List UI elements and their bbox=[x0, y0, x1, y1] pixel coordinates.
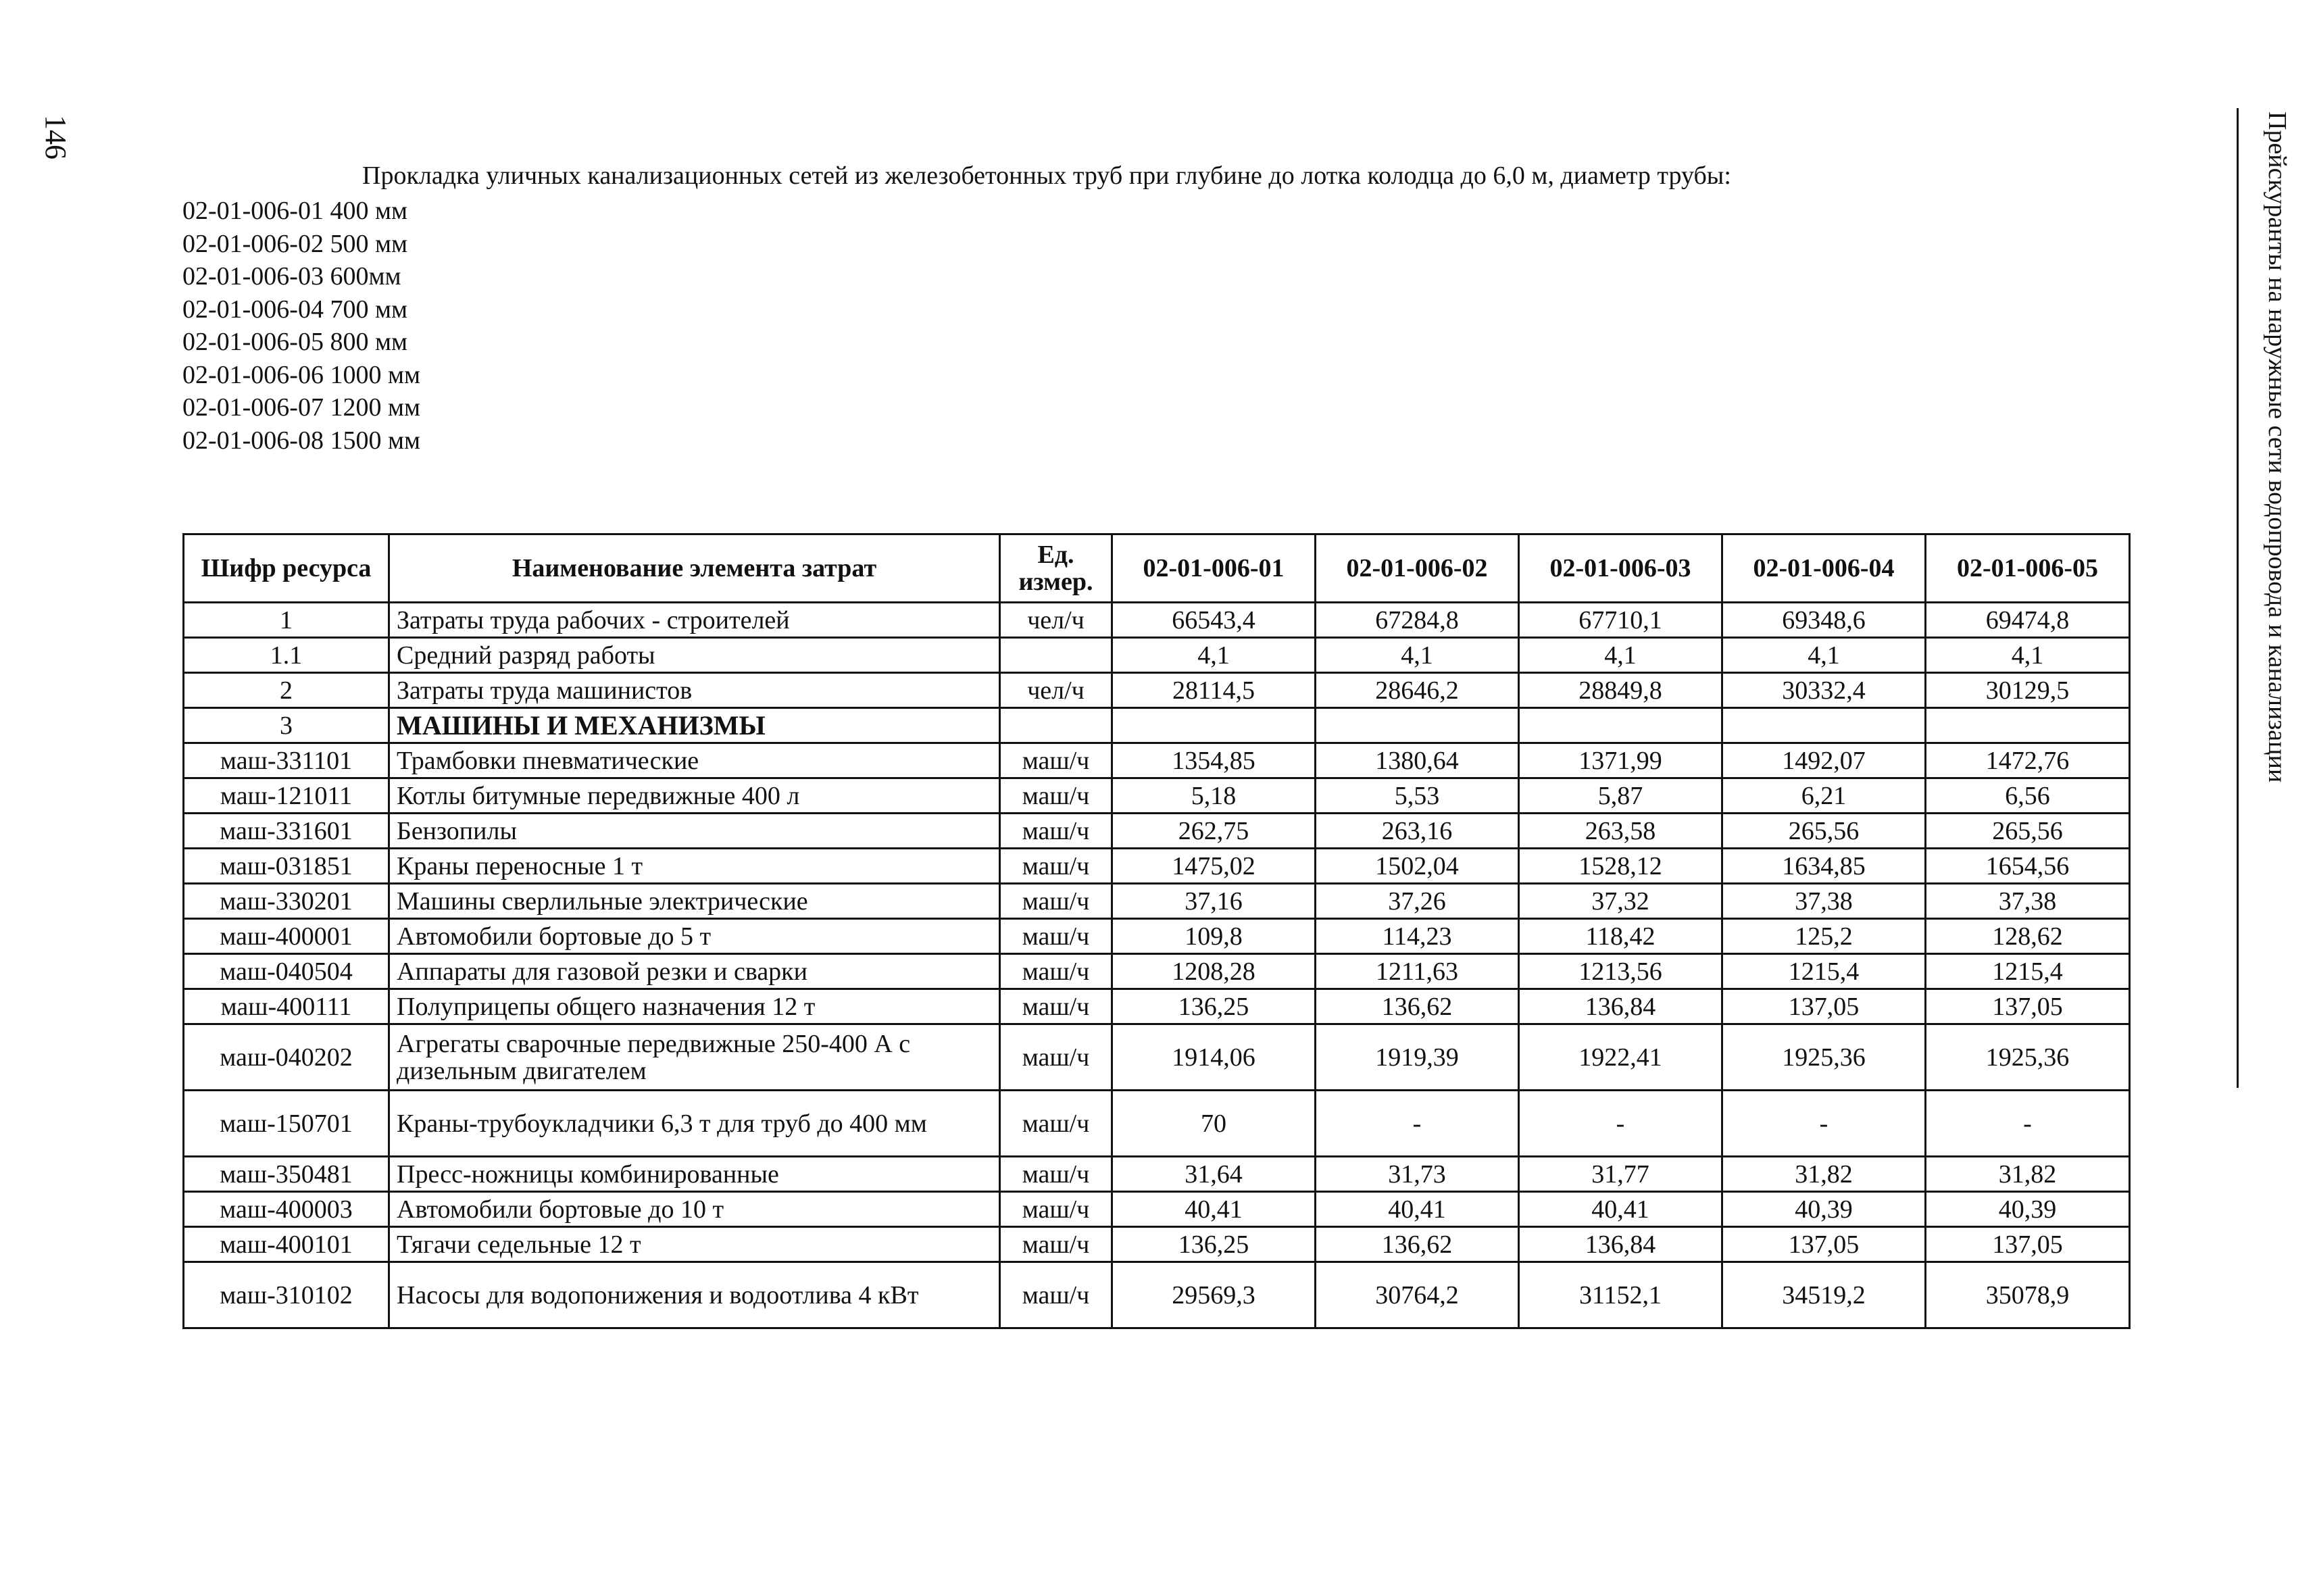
cell-name: МАШИНЫ И МЕХАНИЗМЫ bbox=[389, 708, 1000, 743]
running-header: Прейскуранты на наружные сети водопровода и канализации bbox=[2263, 111, 2291, 783]
table-row bbox=[184, 989, 2130, 1024]
cell-value: 125,2 bbox=[1722, 919, 1926, 954]
code-list-item: 02-01-006-01 400 мм bbox=[182, 197, 408, 225]
cell-name: Насосы для водопонижения и водоотлива 4 кВт bbox=[389, 1262, 1000, 1328]
cell-value: 136,25 bbox=[1112, 989, 1316, 1024]
cell-value: 4,1 bbox=[1112, 638, 1316, 673]
cell-value: 37,16 bbox=[1112, 884, 1316, 919]
cell-value: 28646,2 bbox=[1316, 673, 1519, 708]
cell-unit: маш/ч bbox=[1000, 1262, 1112, 1328]
cell-code: маш-121011 bbox=[184, 778, 389, 814]
cell-unit bbox=[1000, 708, 1112, 743]
cell-value: 70 bbox=[1112, 1091, 1316, 1157]
cell-value: 5,18 bbox=[1112, 778, 1316, 814]
header-code: Шифр ресурса bbox=[184, 534, 389, 603]
cell-code: маш-040202 bbox=[184, 1024, 389, 1091]
code-list-item: 02-01-006-04 700 мм bbox=[182, 295, 408, 324]
cell-unit: маш/ч bbox=[1000, 1091, 1112, 1157]
table-row bbox=[184, 1091, 2130, 1157]
cell-value: 1654,56 bbox=[1926, 849, 2130, 884]
cell-unit: маш/ч bbox=[1000, 1192, 1112, 1227]
section-heading: Прокладка уличных канализационных сетей из железобетонных труб при глубине до лотка колодца до 6,0 м, диаметр трубы: bbox=[362, 161, 1731, 190]
cell-name: Аппараты для газовой резки и сварки bbox=[389, 954, 1000, 989]
cell-value: 265,56 bbox=[1722, 814, 1926, 849]
header-col-5: 02-01-006-05 bbox=[1926, 534, 2130, 603]
table-row bbox=[184, 1227, 2130, 1262]
cell-value: 1502,04 bbox=[1316, 849, 1519, 884]
cell-value: 1380,64 bbox=[1316, 743, 1519, 778]
cell-value: 137,05 bbox=[1722, 989, 1926, 1024]
table-row bbox=[184, 849, 2130, 884]
cell-value: 30764,2 bbox=[1316, 1262, 1519, 1328]
cell-value: 40,39 bbox=[1722, 1192, 1926, 1227]
table-row bbox=[184, 1192, 2130, 1227]
cell-code: маш-331101 bbox=[184, 743, 389, 778]
cell-value: 136,25 bbox=[1112, 1227, 1316, 1262]
cell-value: 1528,12 bbox=[1519, 849, 1722, 884]
table-row bbox=[184, 814, 2130, 849]
cell-unit: чел/ч bbox=[1000, 603, 1112, 638]
cell-value: 1472,76 bbox=[1926, 743, 2130, 778]
cell-value: 40,39 bbox=[1926, 1192, 2130, 1227]
cell-value: 5,53 bbox=[1316, 778, 1519, 814]
cell-value: 137,05 bbox=[1926, 989, 2130, 1024]
cell-value: 114,23 bbox=[1316, 919, 1519, 954]
cell-value: 263,16 bbox=[1316, 814, 1519, 849]
cell-value: 1215,4 bbox=[1722, 954, 1926, 989]
cell-value: 31,73 bbox=[1316, 1157, 1519, 1192]
cell-name: Автомобили бортовые до 10 т bbox=[389, 1192, 1000, 1227]
cell-value: 1492,07 bbox=[1722, 743, 1926, 778]
header-col-4: 02-01-006-04 bbox=[1722, 534, 1926, 603]
cell-value: 265,56 bbox=[1926, 814, 2130, 849]
cell-value: 28849,8 bbox=[1519, 673, 1722, 708]
cell-value: 1919,39 bbox=[1316, 1024, 1519, 1091]
cell-value: 37,32 bbox=[1519, 884, 1722, 919]
cell-value: 31,82 bbox=[1722, 1157, 1926, 1192]
cell-value: 28114,5 bbox=[1112, 673, 1316, 708]
cell-value: 1475,02 bbox=[1112, 849, 1316, 884]
table-row bbox=[184, 1024, 2130, 1091]
cell-name: Агрегаты сварочные передвижные 250-400 А с дизельным двигателем bbox=[389, 1024, 1000, 1091]
cell-value: 30332,4 bbox=[1722, 673, 1926, 708]
code-list-item: 02-01-006-07 1200 мм bbox=[182, 393, 421, 422]
cell-name: Краны-трубоукладчики 6,3 т для труб до 400 мм bbox=[389, 1091, 1000, 1157]
cell-value: 69474,8 bbox=[1926, 603, 2130, 638]
table-header-row bbox=[184, 534, 2130, 603]
cell-value: 5,87 bbox=[1519, 778, 1722, 814]
cell-code: маш-350481 bbox=[184, 1157, 389, 1192]
cell-value: 34519,2 bbox=[1722, 1262, 1926, 1328]
header-col-2: 02-01-006-02 bbox=[1316, 534, 1519, 603]
cell-value: 128,62 bbox=[1926, 919, 2130, 954]
page-number: 146 bbox=[39, 115, 72, 159]
cell-unit: маш/ч bbox=[1000, 1227, 1112, 1262]
cell-value: 263,58 bbox=[1519, 814, 1722, 849]
cell-value: 136,62 bbox=[1316, 989, 1519, 1024]
cell-code: маш-031851 bbox=[184, 849, 389, 884]
table-row bbox=[184, 884, 2130, 919]
cell-code: маш-150701 bbox=[184, 1091, 389, 1157]
cost-table bbox=[182, 533, 2131, 1329]
cell-code: 2 bbox=[184, 673, 389, 708]
cell-value: 37,38 bbox=[1926, 884, 2130, 919]
cell-name: Краны переносные 1 т bbox=[389, 849, 1000, 884]
header-name: Наименование элемента затрат bbox=[389, 534, 1000, 603]
cell-value bbox=[1926, 708, 2130, 743]
cell-name: Пресс-ножницы комбинированные bbox=[389, 1157, 1000, 1192]
cell-unit: маш/ч bbox=[1000, 884, 1112, 919]
cell-code: маш-400101 bbox=[184, 1227, 389, 1262]
cell-value: - bbox=[1316, 1091, 1519, 1157]
cell-value: 31152,1 bbox=[1519, 1262, 1722, 1328]
cell-value: 67284,8 bbox=[1316, 603, 1519, 638]
cell-name: Трамбовки пневматические bbox=[389, 743, 1000, 778]
cell-value: 136,62 bbox=[1316, 1227, 1519, 1262]
cell-name: Бензопилы bbox=[389, 814, 1000, 849]
cell-value: 109,8 bbox=[1112, 919, 1316, 954]
code-list-item: 02-01-006-02 500 мм bbox=[182, 229, 408, 258]
cell-value: 136,84 bbox=[1519, 989, 1722, 1024]
cell-code: 1.1 bbox=[184, 638, 389, 673]
cell-code: маш-330201 bbox=[184, 884, 389, 919]
header-col-1: 02-01-006-01 bbox=[1112, 534, 1316, 603]
cell-code: маш-400111 bbox=[184, 989, 389, 1024]
cell-value: 40,41 bbox=[1316, 1192, 1519, 1227]
cell-value: 29569,3 bbox=[1112, 1262, 1316, 1328]
cell-value: 37,26 bbox=[1316, 884, 1519, 919]
cell-value: 1215,4 bbox=[1926, 954, 2130, 989]
cell-value: 262,75 bbox=[1112, 814, 1316, 849]
cell-name: Затраты труда машинистов bbox=[389, 673, 1000, 708]
cell-code: маш-040504 bbox=[184, 954, 389, 989]
cell-code: маш-331601 bbox=[184, 814, 389, 849]
cell-code: маш-310102 bbox=[184, 1262, 389, 1328]
table-row bbox=[184, 638, 2130, 673]
cell-value: 30129,5 bbox=[1926, 673, 2130, 708]
table-row bbox=[184, 673, 2130, 708]
header-unit: Ед. измер. bbox=[1000, 534, 1112, 603]
cell-value bbox=[1519, 708, 1722, 743]
cell-value: 1354,85 bbox=[1112, 743, 1316, 778]
cell-value: 1634,85 bbox=[1722, 849, 1926, 884]
cell-value: 1925,36 bbox=[1926, 1024, 2130, 1091]
cell-unit bbox=[1000, 638, 1112, 673]
cell-value: 118,42 bbox=[1519, 919, 1722, 954]
code-list-item: 02-01-006-06 1000 мм bbox=[182, 360, 421, 389]
code-list-item: 02-01-006-03 600мм bbox=[182, 262, 401, 291]
cell-unit: маш/ч bbox=[1000, 849, 1112, 884]
table-row bbox=[184, 708, 2130, 743]
cell-unit: маш/ч bbox=[1000, 1024, 1112, 1091]
cell-value: 31,77 bbox=[1519, 1157, 1722, 1192]
cell-code: маш-400001 bbox=[184, 919, 389, 954]
cell-name: Котлы битумные передвижные 400 л bbox=[389, 778, 1000, 814]
cell-value: 67710,1 bbox=[1519, 603, 1722, 638]
cell-value bbox=[1316, 708, 1519, 743]
cell-value: 66543,4 bbox=[1112, 603, 1316, 638]
cell-value bbox=[1112, 708, 1316, 743]
table-row bbox=[184, 1262, 2130, 1328]
table-row bbox=[184, 743, 2130, 778]
cell-value: 35078,9 bbox=[1926, 1262, 2130, 1328]
table-row bbox=[184, 1157, 2130, 1192]
cell-value: 40,41 bbox=[1112, 1192, 1316, 1227]
table-row bbox=[184, 954, 2130, 989]
side-divider bbox=[2237, 108, 2239, 1088]
cell-value: 1371,99 bbox=[1519, 743, 1722, 778]
cell-value: 4,1 bbox=[1316, 638, 1519, 673]
cell-value: 6,21 bbox=[1722, 778, 1926, 814]
cell-name: Затраты труда рабочих - строителей bbox=[389, 603, 1000, 638]
cell-name: Машины сверлильные электрические bbox=[389, 884, 1000, 919]
cell-name: Средний разряд работы bbox=[389, 638, 1000, 673]
cell-value: - bbox=[1926, 1091, 2130, 1157]
cell-value bbox=[1722, 708, 1926, 743]
cell-unit: маш/ч bbox=[1000, 1157, 1112, 1192]
cell-unit: чел/ч bbox=[1000, 673, 1112, 708]
cell-value: 37,38 bbox=[1722, 884, 1926, 919]
cell-name: Полуприцепы общего назначения 12 т bbox=[389, 989, 1000, 1024]
cell-value: 69348,6 bbox=[1722, 603, 1926, 638]
cell-value: 137,05 bbox=[1722, 1227, 1926, 1262]
table-body bbox=[184, 603, 2130, 1328]
cell-value: 1211,63 bbox=[1316, 954, 1519, 989]
cell-value: 4,1 bbox=[1722, 638, 1926, 673]
cell-value: 40,41 bbox=[1519, 1192, 1722, 1227]
cell-name: Тягачи седельные 12 т bbox=[389, 1227, 1000, 1262]
cell-value: 31,82 bbox=[1926, 1157, 2130, 1192]
cell-unit: маш/ч bbox=[1000, 919, 1112, 954]
cell-value: 1922,41 bbox=[1519, 1024, 1722, 1091]
cell-value: - bbox=[1722, 1091, 1926, 1157]
cell-unit: маш/ч bbox=[1000, 989, 1112, 1024]
code-list bbox=[182, 195, 420, 457]
cell-value: 1914,06 bbox=[1112, 1024, 1316, 1091]
cell-unit: маш/ч bbox=[1000, 814, 1112, 849]
cell-value: 31,64 bbox=[1112, 1157, 1316, 1192]
cell-code: 3 bbox=[184, 708, 389, 743]
header-col-3: 02-01-006-03 bbox=[1519, 534, 1722, 603]
table-row bbox=[184, 603, 2130, 638]
cell-code: маш-400003 bbox=[184, 1192, 389, 1227]
cell-value: 1208,28 bbox=[1112, 954, 1316, 989]
cell-value: 4,1 bbox=[1926, 638, 2130, 673]
cell-value: 4,1 bbox=[1519, 638, 1722, 673]
cell-name: Автомобили бортовые до 5 т bbox=[389, 919, 1000, 954]
cell-value: - bbox=[1519, 1091, 1722, 1157]
cell-value: 137,05 bbox=[1926, 1227, 2130, 1262]
table-row bbox=[184, 919, 2130, 954]
cell-value: 6,56 bbox=[1926, 778, 2130, 814]
cell-code: 1 bbox=[184, 603, 389, 638]
cell-unit: маш/ч bbox=[1000, 954, 1112, 989]
cell-value: 1925,36 bbox=[1722, 1024, 1926, 1091]
cell-value: 1213,56 bbox=[1519, 954, 1722, 989]
cell-unit: маш/ч bbox=[1000, 743, 1112, 778]
code-list-item: 02-01-006-05 800 мм bbox=[182, 328, 408, 356]
cell-unit: маш/ч bbox=[1000, 778, 1112, 814]
code-list-item: 02-01-006-08 1500 мм bbox=[182, 426, 421, 455]
cell-value: 136,84 bbox=[1519, 1227, 1722, 1262]
table-row bbox=[184, 778, 2130, 814]
